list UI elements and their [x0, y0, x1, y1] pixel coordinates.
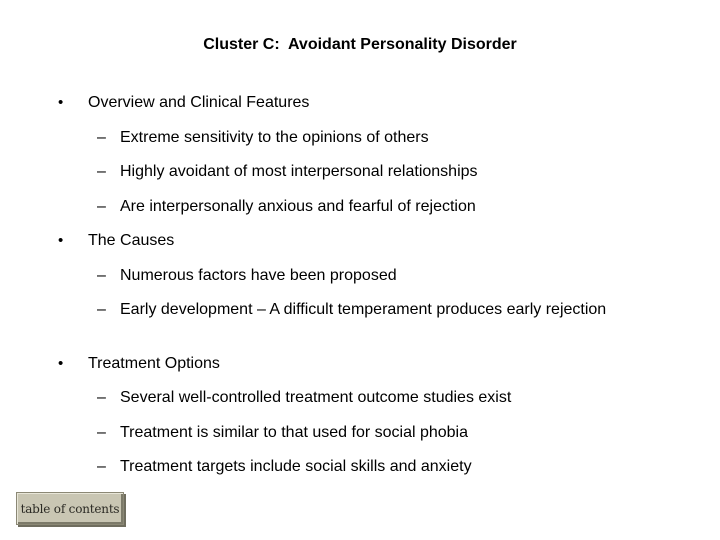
sub-bullet-item: Numerous factors have been proposed	[120, 267, 397, 284]
sub-bullet-marker: –	[97, 163, 106, 180]
sub-bullet-item: Several well-controlled treatment outcome studies exist	[120, 389, 512, 406]
slide-title: Cluster C: Avoidant Personality Disorder	[203, 36, 517, 53]
sub-bullet-item: Extreme sensitivity to the opinions of others	[120, 129, 429, 146]
table-of-contents-label: table of contents	[20, 501, 120, 516]
sub-bullet-marker: –	[97, 458, 106, 475]
sub-bullet-marker: –	[97, 424, 106, 441]
table-of-contents-button[interactable]	[16, 492, 124, 525]
sub-bullet-item: Highly avoidant of most interpersonal relationships	[120, 163, 478, 180]
sub-bullet-marker: –	[97, 267, 106, 284]
sub-bullet-item: Are interpersonally anxious and fearful of rejection	[120, 198, 476, 215]
sub-bullet-item: Early development – A difficult temperament produces early rejection	[120, 301, 607, 318]
bullet-marker: •	[58, 355, 64, 372]
sub-bullet-marker: –	[97, 129, 106, 146]
bullet-marker: •	[58, 94, 64, 111]
sub-bullet-item: Treatment is similar to that used for social phobia	[120, 424, 469, 441]
section-heading-causes: The Causes	[88, 232, 175, 249]
section-heading-treatment: Treatment Options	[88, 355, 220, 372]
section-heading-overview: Overview and Clinical Features	[88, 94, 310, 111]
sub-bullet-marker: –	[97, 198, 106, 215]
sub-bullet-marker: –	[97, 301, 106, 318]
bullet-marker: •	[58, 232, 64, 249]
sub-bullet-marker: –	[97, 389, 106, 406]
sub-bullet-item: Treatment targets include social skills and anxiety	[120, 458, 472, 475]
